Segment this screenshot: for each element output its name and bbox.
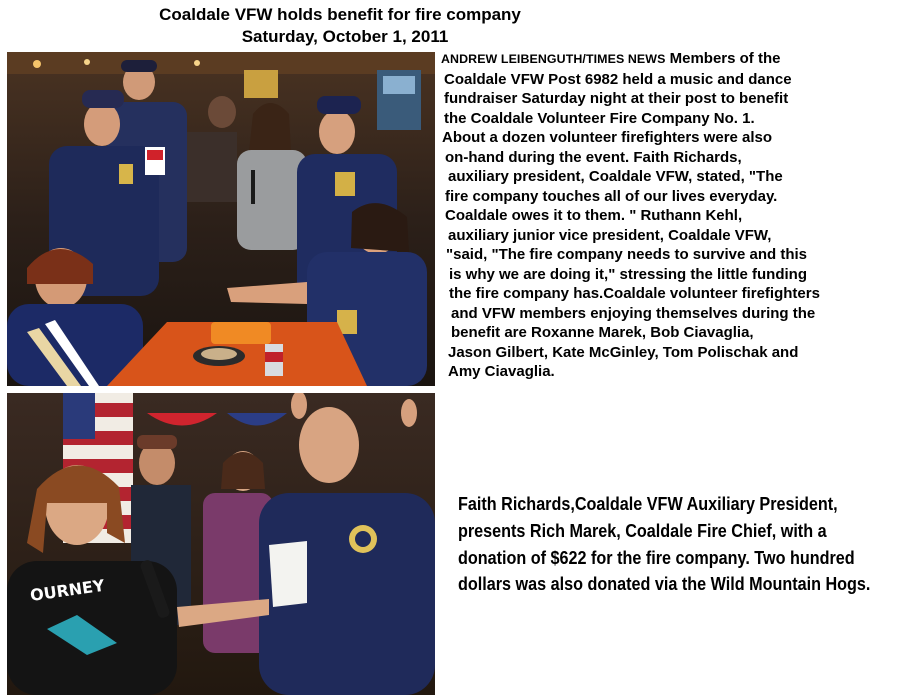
caption-bottom-line: presents Rich Marek, Coaldale Fire Chief, with a bbox=[458, 519, 827, 541]
caption-bottom-line: donation of $622 for the fire company. Two hundred bbox=[458, 546, 855, 568]
caption-top-line: Jason Gilbert, Kate McGinley, Tom Polischak and bbox=[448, 343, 799, 361]
caption-top-line: Amy Ciavaglia. bbox=[448, 363, 555, 380]
caption-top-line: the Coaldale Volunteer Fire Company No. 1. bbox=[444, 109, 755, 127]
caption-top-line: auxiliary junior vice president, Coaldale VFW, bbox=[448, 226, 772, 244]
caption-top-line: Members of the bbox=[665, 50, 781, 67]
caption-top-line: About a dozen volunteer firefighters were also bbox=[442, 129, 773, 146]
caption-bottom-line: Faith Richards,Coaldale VFW Auxiliary President, bbox=[458, 493, 838, 514]
photo-group-illustration bbox=[7, 52, 435, 386]
caption-top-line: on-hand during the event. Faith Richards, bbox=[445, 148, 742, 166]
photo-credit: ANDREW LEIBENGUTH/TIMES NEWS bbox=[441, 52, 666, 66]
caption-top-line: benefit are Roxanne Marek, Bob Ciavaglia, bbox=[451, 324, 754, 341]
photo-donation-illustration bbox=[7, 393, 435, 695]
photo-donation-presentation bbox=[7, 393, 435, 695]
caption-top-line: "said, "The fire company needs to survive and this bbox=[446, 246, 807, 263]
caption-top-line: the fire company has.Coaldale volunteer firefighters bbox=[449, 285, 820, 302]
caption-top-line: Coaldale VFW Post 6982 held a music and dance bbox=[444, 70, 792, 88]
headline-date: Saturday, October 1, 2011 bbox=[241, 27, 449, 46]
caption-top bbox=[441, 49, 911, 382]
headline bbox=[100, 4, 580, 48]
svg-text:OURNEY: OURNEY bbox=[28, 575, 106, 605]
caption-top-line: fundraiser Saturday night at their post to benefit bbox=[444, 90, 789, 107]
caption-top-line: auxiliary president, Coaldale VFW, stated, "The bbox=[448, 168, 783, 185]
caption-bottom-line: dollars was also donated via the Wild Mountain Hogs. bbox=[458, 573, 871, 595]
headline-title: Coaldale VFW holds benefit for fire company bbox=[159, 5, 521, 24]
photo-group-at-benefit bbox=[7, 52, 435, 386]
caption-top-line: is why we are doing it," stressing the little funding bbox=[449, 265, 807, 283]
caption-top-line: and VFW members enjoying themselves during the bbox=[451, 304, 816, 322]
caption-top-line: fire company touches all of our lives everyday. bbox=[445, 187, 778, 205]
caption-bottom bbox=[458, 491, 871, 598]
caption-top-line: Coaldale owes it to them. " Ruthann Kehl, bbox=[445, 207, 743, 224]
